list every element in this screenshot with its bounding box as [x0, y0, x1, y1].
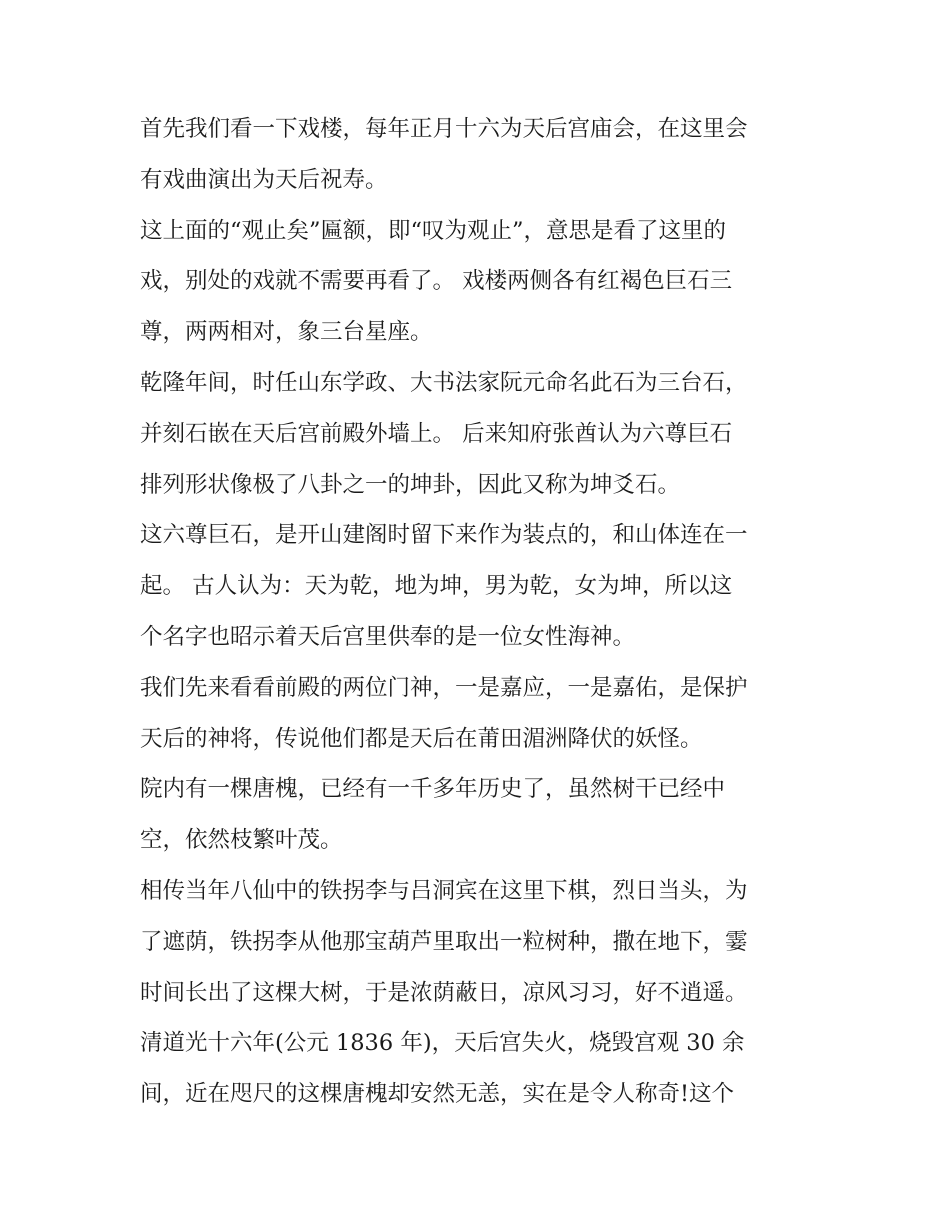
- text-line: 清道光十六年(公元 1836 年)，天后宫失火，烧毁宫观 30 余: [140, 1030, 745, 1057]
- text-line: 这上面的“观止矣”匾额，即“叹为观止”，意思是看了这里的: [140, 217, 727, 244]
- text-line: 有戏曲演出为天后祝寿。: [140, 166, 388, 193]
- text-line: 起。 古人认为：天为乾，地为坤，男为乾，女为坤，所以这: [140, 573, 733, 600]
- text-line: 时间长出了这棵大树，于是浓荫蔽日，凉风习习，好不逍遥。: [140, 979, 748, 1006]
- text-line: 首先我们看一下戏楼，每年正月十六为天后宫庙会，在这里会: [140, 116, 748, 142]
- text-line: 戏，别处的戏就不需要再看了。 戏楼两侧各有红褐色巨石三: [140, 268, 733, 295]
- text-line: 了遮荫，铁拐李从他那宝葫芦里取出一粒树种，撒在地下，霎: [140, 928, 748, 955]
- text-line: 我们先来看看前殿的两位门神，一是嘉应，一是嘉佑，是保护: [140, 674, 748, 701]
- text-line: 相传当年八仙中的铁拐李与吕洞宾在这里下棋，烈日当头，为: [140, 877, 748, 904]
- text-line: 院内有一棵唐槐，已经有一千多年历史了，虽然树干已经中: [140, 776, 726, 803]
- text-line: 天后的神将，传说他们都是天后在莆田湄洲降伏的妖怪。: [140, 725, 703, 752]
- text-line: 个名字也昭示着天后宫里供奉的是一位女性海神。: [140, 623, 636, 650]
- body-text: [140, 104, 820, 1120]
- text-line: 间，近在咫尺的这棵唐槐却安然无恙，实在是令人称奇!这个: [140, 1081, 735, 1108]
- text-line: 并刻石嵌在天后宫前殿外墙上。 后来知府张酋认为六尊巨石: [140, 420, 733, 447]
- text-line: 空，依然枝繁叶茂。: [140, 827, 343, 854]
- text-line: 尊，两两相对，象三台星座。: [140, 319, 433, 346]
- text-line: 排列形状像极了八卦之一的坤卦，因此又称为坤爻石。: [140, 471, 681, 498]
- text-line: 乾隆年间，时任山东学政、大书法家阮元命名此石为三台石，: [140, 369, 748, 396]
- text-line: 这六尊巨石，是开山建阁时留下来作为装点的，和山体连在一: [140, 522, 748, 549]
